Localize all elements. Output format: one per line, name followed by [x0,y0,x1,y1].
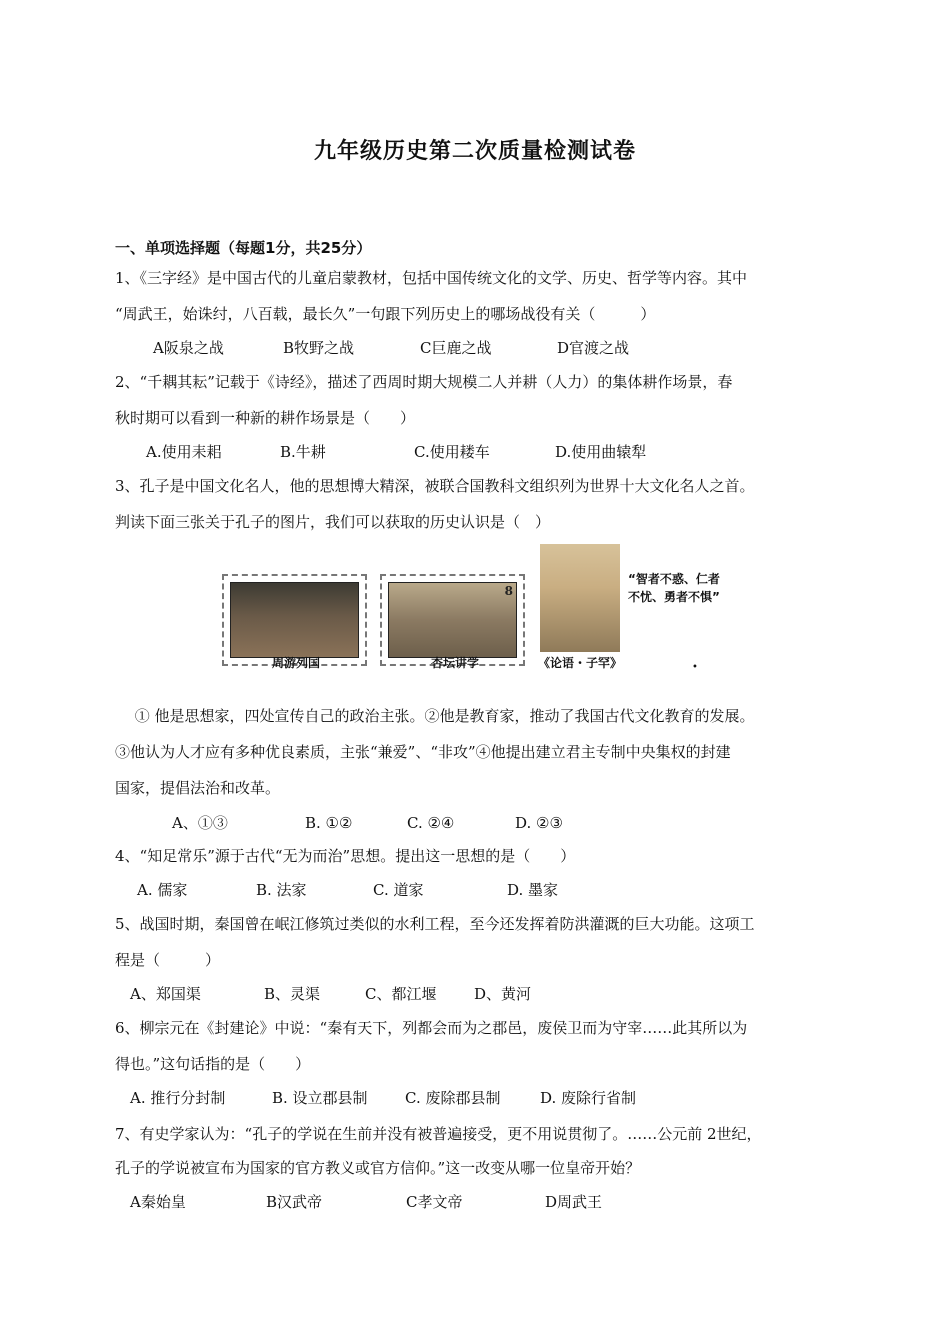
caption-analects: 《论语・子罕》 [538,656,623,670]
section-heading: 一、单项选择题（每题1分，共25分） [115,239,372,257]
q3-statement-3: 国家，提倡法治和改革。 [115,779,281,797]
quote-line1: “智者不惑、仁者 [628,572,720,586]
q5-option-b: B、灵渠 [264,985,321,1003]
stamp-image-travel [222,574,367,666]
q1-option-d: D官渡之战 [557,339,630,357]
q2-option-d: D.使用曲辕犁 [555,443,647,461]
q7-option-d: D周武王 [545,1193,603,1211]
caption-travel: 周游列国 [272,656,321,670]
q6-option-b: B. 设立郡县制 [272,1089,368,1107]
q7-option-c: C孝文帝 [406,1193,463,1211]
stamp-image-teaching [380,574,525,666]
q1-option-a: A阪泉之战 [153,339,224,357]
q2-stem-line1: 2、“千耦其耘”记载于《诗经》，描述了西周时期大规模二人并耕（人力）的集体耕作场景，春 [115,373,733,391]
q1-option-b: B牧野之战 [283,339,355,357]
stamp-value: 8 [504,584,513,598]
confucius-portrait-image [540,544,620,652]
q5-stem-line1: 5、战国时期，秦国曾在岷江修筑过类似的水利工程，至今还发挥着防洪灌溉的巨大功能。这项工 [115,915,755,933]
analects-quote [628,570,720,606]
q3-stem-line2: 判读下面三张关于孔子的图片，我们可以获取的历史认识是（ ） [115,513,551,531]
q4-option-d: D. 墨家 [507,881,559,899]
q5-stem-line2: 程是（ ） [115,951,221,969]
q7-option-b: B汉武帝 [266,1193,323,1211]
q7-option-a: A秦始皇 [130,1193,186,1211]
q3-option-a: A、①③ [172,814,228,832]
q2-option-b: B.牛耕 [280,443,326,461]
q6-option-d: D. 废除行省制 [540,1089,637,1107]
caption-teaching: 杏坛讲学 [431,656,480,670]
q6-option-a: A. 推行分封制 [130,1089,226,1107]
q2-option-a: A.使用耒耜 [146,443,222,461]
q3-option-b: B. ①② [305,814,353,832]
q1-stem-line2: “周武王，始诛纣，八百载，最长久”一句跟下列历史上的哪场战役有关（ ） [115,305,656,323]
q6-stem-line2: 得也。”这句话指的是（ ） [115,1055,311,1073]
q7-stem-line2: 孔子的学说被宣布为国家的官方教义或官方信仰。”这一改变从哪一位皇帝开始？ [115,1159,641,1177]
q6-stem-line1: 6、柳宗元在《封建论》中说：“秦有天下，列都会而为之郡邑，废侯卫而为守宰……此其所以为 [115,1019,748,1037]
q1-option-c: C巨鹿之战 [420,339,492,357]
q3-statement-1: ① 他是思想家，四处宣传自己的政治主张。②他是教育家，推动了我国古代文化教育的发展。 [115,707,755,725]
q5-option-c: C、都江堰 [365,985,437,1003]
q2-stem-line2: 秋时期可以看到一种新的耕作场景是（ ） [115,409,416,427]
q6-option-c: C. 废除郡县制 [405,1089,501,1107]
q3-option-c: C. ②④ [407,814,455,832]
q4-stem: 4、“知足常乐”源于古代“无为而治”思想。提出这一思想的是（ ） [115,847,576,865]
page-title: 九年级历史第二次质量检测试卷 [313,139,636,164]
q7-stem-line1: 7、有史学家认为：“孔子的学说在生前并没有被普遍接受，更不用说贯彻了。……公元前 2世纪， [115,1125,762,1143]
figure-mark: • [692,662,698,673]
q2-option-c: C.使用耧车 [414,443,490,461]
q4-option-a: A. 儒家 [137,881,188,899]
q5-option-a: A、郑国渠 [130,985,201,1003]
confucius-figure [218,544,720,674]
q4-option-b: B. 法家 [256,881,307,899]
q3-stem-line1: 3、孔子是中国文化名人，他的思想博大精深，被联合国教科文组织列为世界十大文化名人之首。 [115,477,755,495]
q1-stem-line1: 1、《三字经》是中国古代的儿童启蒙教材，包括中国传统文化的文学、历史、哲学等内容。其中 [115,269,748,287]
q3-statement-2: ③他认为人才应有多种优良素质，主张“兼爱”、“非攻”④他提出建立君主专制中央集权的封建 [115,743,731,761]
q4-option-c: C. 道家 [373,881,424,899]
q3-option-d: D. ②③ [515,814,563,832]
quote-line2: 不忧、勇者不惧” [628,590,720,604]
q5-option-d: D、黄河 [474,985,532,1003]
